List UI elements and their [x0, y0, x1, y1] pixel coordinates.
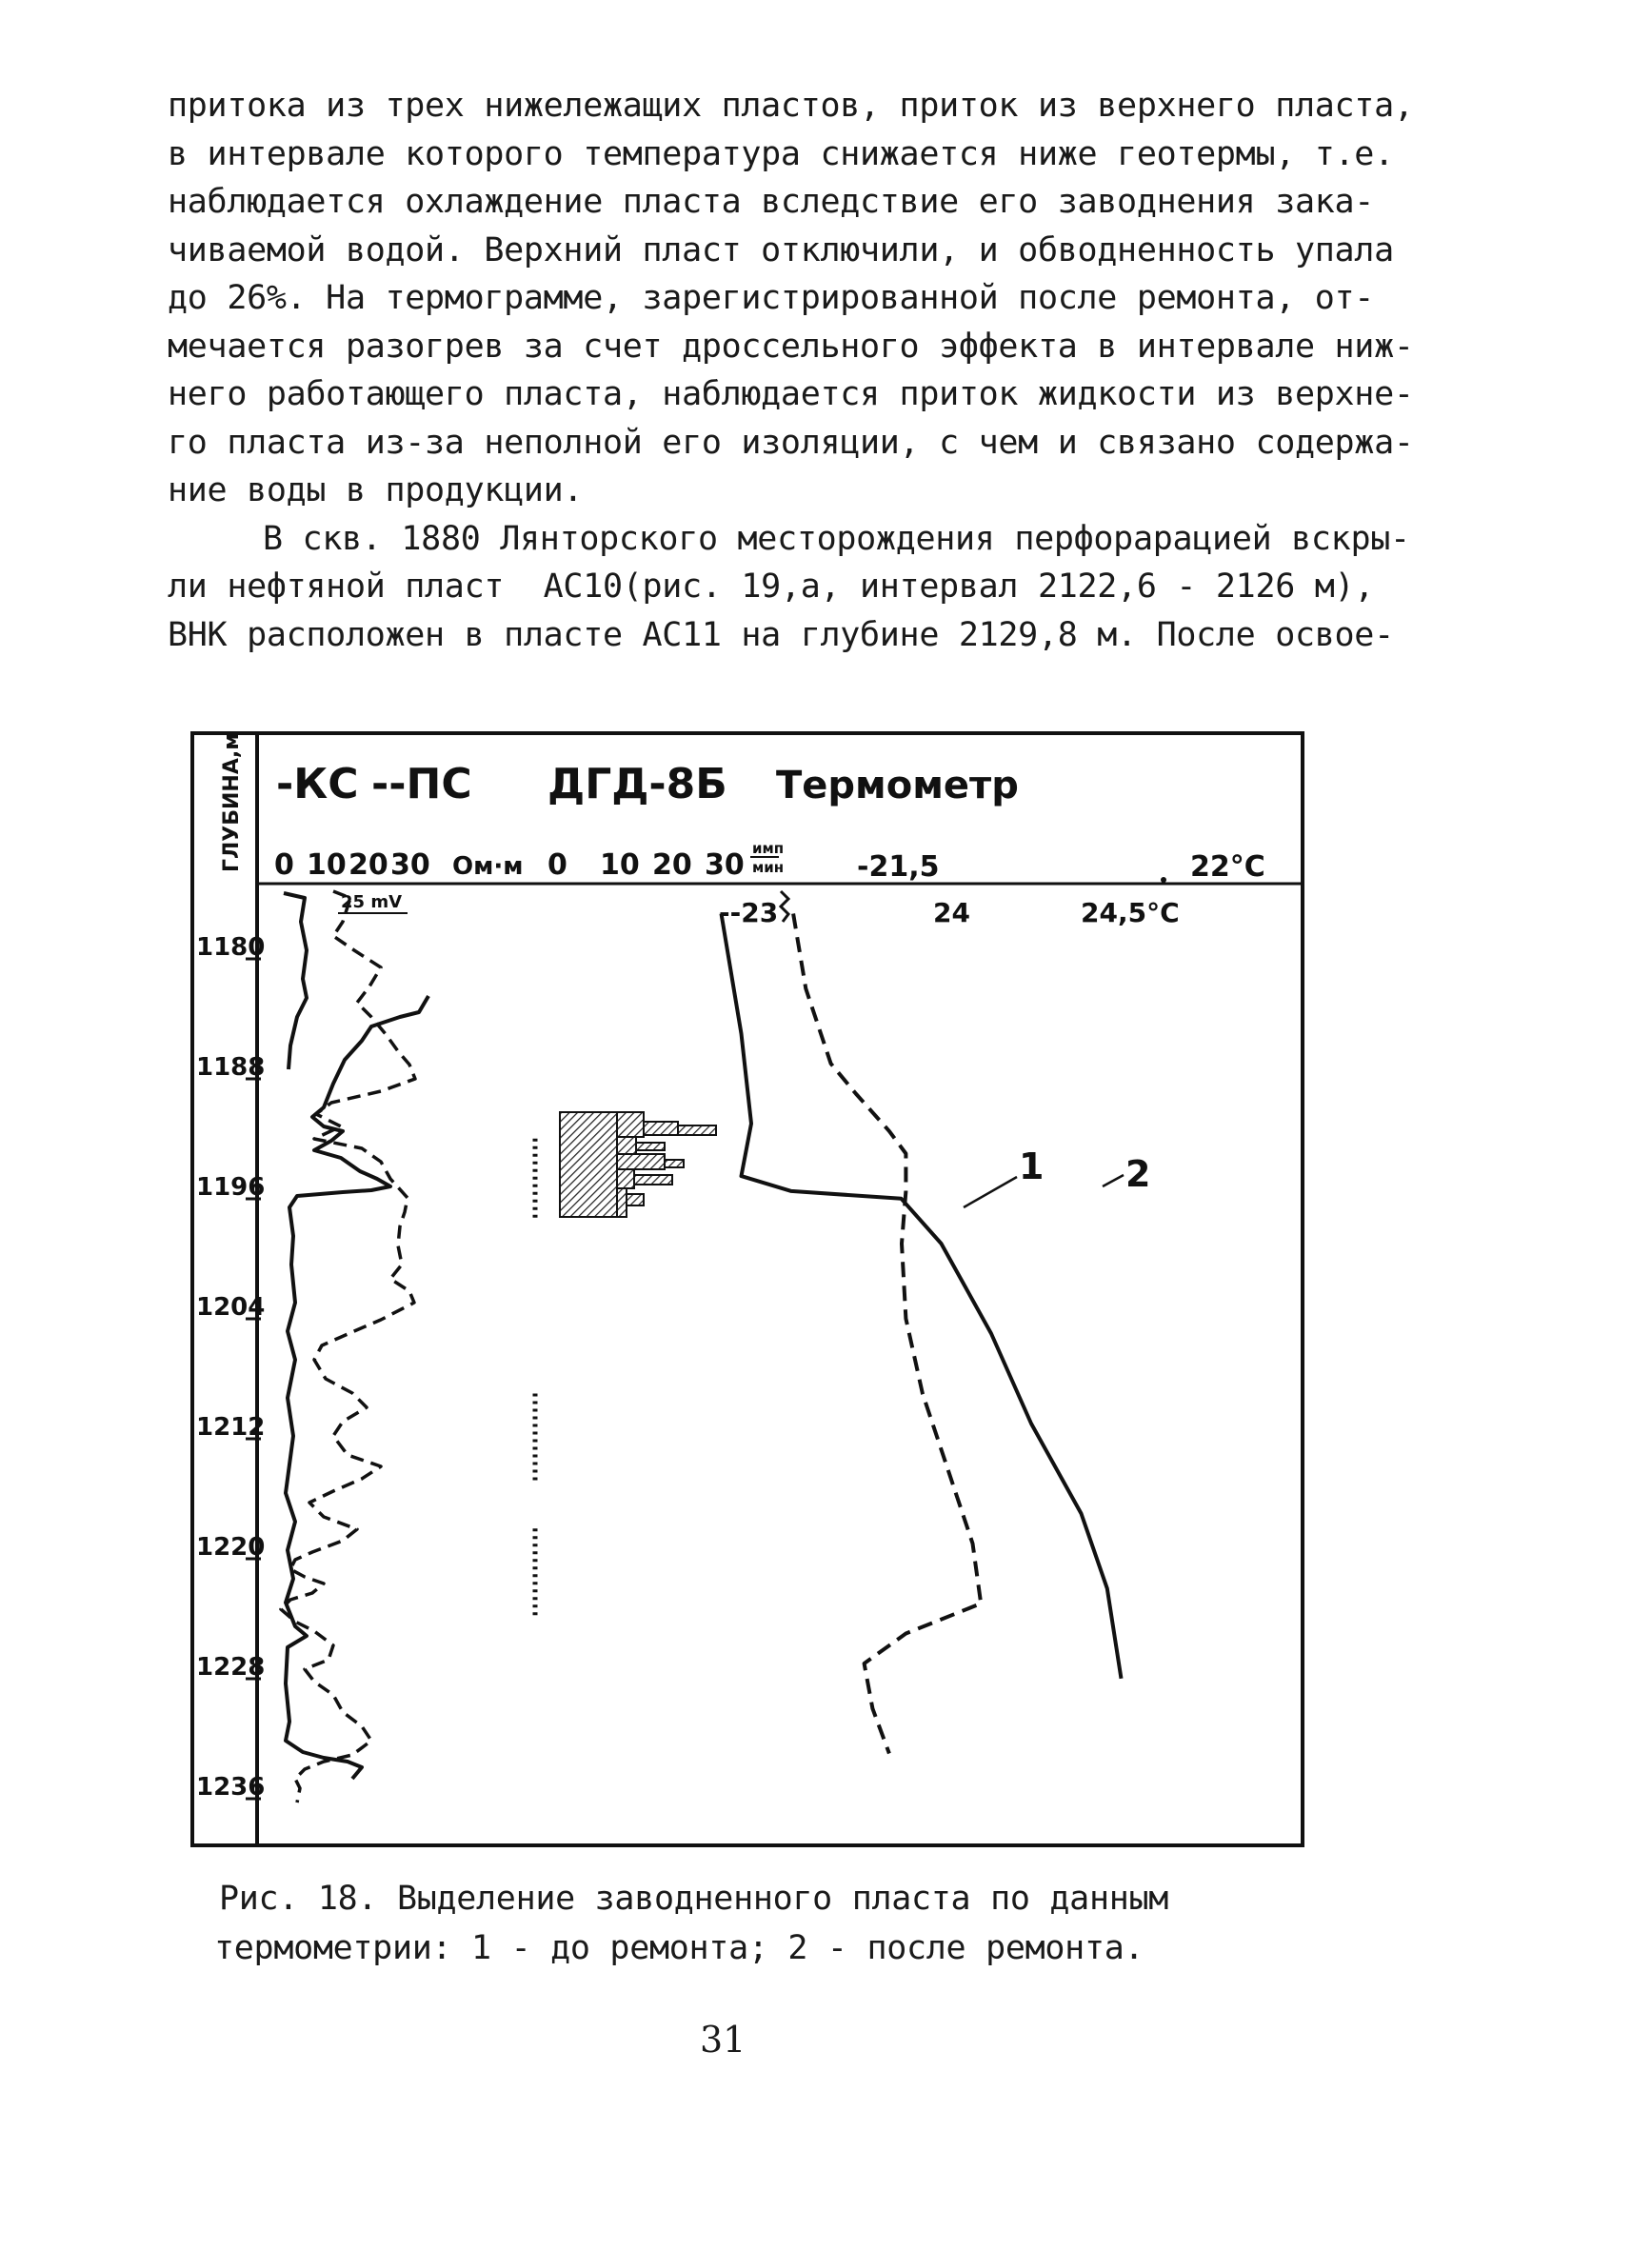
body-text-line: го пласта из-за неполной его изоляции, с чем и связано содержа-	[168, 423, 1414, 462]
dgd-scale-tick: 10	[600, 848, 640, 882]
depth-ticks	[196, 933, 265, 1802]
body-text	[168, 82, 1414, 659]
temp-scale-lower-245: 24,5°С	[1081, 897, 1180, 928]
ks-scale-tick: 30	[390, 848, 430, 882]
legend-ps: --ПС	[371, 760, 472, 808]
ks-scale-tick: 20	[348, 848, 388, 882]
legend-thermometer: Термометр	[776, 764, 1019, 807]
temp-scale-lower-24: 24	[933, 897, 970, 928]
ps-scale-label: 25 mV	[341, 892, 403, 912]
dgd-scale	[547, 848, 745, 882]
ps-curve	[281, 891, 415, 1803]
dgd-unit-top: имп	[752, 840, 785, 857]
depth-tick-label: 1236	[196, 1773, 266, 1802]
legend-dgd: ДГД-8Б	[547, 760, 727, 808]
ks-scale-tick: 10	[307, 848, 347, 882]
caption-line-1: Рис. 18. Выделение заводненного пласта по данным	[219, 1880, 1169, 1918]
page-number: 31	[700, 2019, 746, 2061]
curve-2-top-squiggle	[781, 891, 788, 922]
body-text-line: притока из трех нижележащих пластов, приток из верхнего пласта,	[168, 87, 1414, 125]
body-text-line: ВНК расположен в пласте АС11 на глубине 2129,8 м. После освое-	[168, 615, 1394, 654]
depth-axis-label: ГЛУБИНА,м	[220, 732, 244, 872]
body-text-line: чиваемой водой. Верхний пласт отключили, и обводненность упала	[168, 230, 1394, 269]
thermogram-series	[722, 914, 1122, 1754]
body-text-line: в интервале которого температура снижается ниже геотермы, т.е.	[168, 134, 1394, 173]
body-text-line: ние воды в продукции.	[168, 471, 584, 509]
well-log-figure	[190, 731, 1306, 1848]
figure-caption	[214, 1874, 1362, 1973]
temp-scale-lower-23: --23	[719, 897, 779, 928]
dgd-scale-tick: 30	[705, 848, 745, 882]
ks-curve	[284, 893, 428, 1779]
curve-label-2: 2	[1125, 1153, 1151, 1195]
dgd-scale-tick: 20	[652, 848, 692, 882]
body-text-line: наблюдается охлаждение пласта вследствие его заводнения зака-	[168, 183, 1375, 221]
depth-tick-label: 1204	[196, 1293, 266, 1322]
curve-label-2-leader	[1103, 1175, 1124, 1186]
depth-tick-label: 1196	[196, 1173, 266, 1202]
body-text-line: до 26%. На термограмме, зарегистрированной после ремонта, от-	[168, 279, 1375, 317]
temp-scale-upper-right: 22°С	[1190, 850, 1265, 884]
ks-unit: Ом·м	[452, 852, 524, 881]
dgd-histogram	[560, 1112, 716, 1217]
thermogram-curve-1	[722, 914, 1122, 1679]
scale-dot-marker	[1161, 877, 1166, 883]
legend-ks: -КС	[276, 760, 359, 808]
thermogram-curve-2	[793, 914, 981, 1754]
body-text-line: В скв. 1880 Лянторского месторождения перфорарацией вскры-	[263, 519, 1410, 558]
depth-tick-label: 1220	[196, 1533, 266, 1562]
dgd-unit-bottom: мин	[752, 859, 785, 876]
body-text-line: ли нефтяной пласт АС10(рис. 19,а, интервал 2122,6 - 2126 м),	[168, 568, 1375, 606]
curve-label-1: 1	[1019, 1145, 1045, 1187]
depth-tick-label: 1188	[196, 1053, 266, 1082]
temp-scale-upper-left: -21,5	[857, 850, 940, 884]
depth-tick-label: 1180	[196, 933, 266, 962]
curve-label-1-leader	[964, 1177, 1017, 1207]
body-text-line: мечается разогрев за счет дроссельного эффекта в интервале ниж-	[168, 327, 1414, 366]
ks-scale	[274, 848, 430, 882]
dgd-scale-tick: 0	[547, 848, 567, 882]
caption-line-2: термометрии: 1 - до ремонта; 2 - после ремонта.	[214, 1929, 1144, 1967]
body-text-line: него работающего пласта, наблюдается приток жидкости из верхне-	[168, 375, 1414, 413]
depth-tick-label: 1212	[196, 1413, 266, 1442]
well-log-chart	[190, 731, 1306, 1848]
ks-scale-tick: 0	[274, 848, 294, 882]
depth-tick-label: 1228	[196, 1653, 266, 1682]
